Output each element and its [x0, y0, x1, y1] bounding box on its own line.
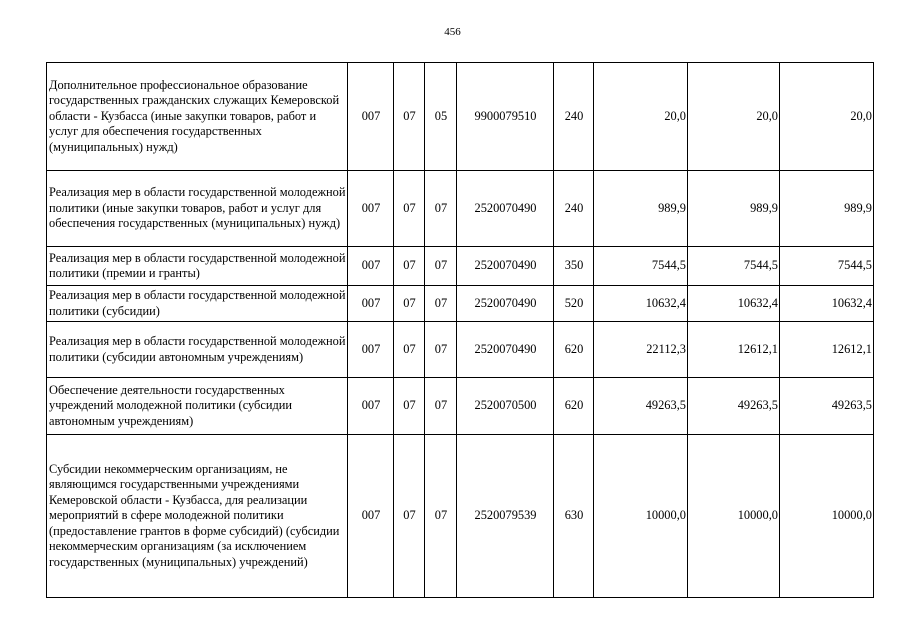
table-row — [47, 286, 874, 322]
table-row — [47, 435, 874, 598]
amount-year-2-cell: 10000,0 — [688, 435, 780, 598]
section-cell: 07 — [394, 247, 425, 286]
table-row — [47, 247, 874, 286]
amount-year-3-cell: 7544,5 — [780, 247, 874, 286]
subsection-cell: 07 — [425, 378, 457, 435]
ministry-code-cell: 007 — [348, 63, 394, 171]
expense-type-cell: 620 — [554, 322, 594, 378]
amount-year-2-cell: 10632,4 — [688, 286, 780, 322]
ministry-code-cell: 007 — [348, 286, 394, 322]
section-cell: 07 — [394, 171, 425, 247]
table-row — [47, 63, 874, 171]
amount-year-1-cell: 989,9 — [594, 171, 688, 247]
amount-year-3-cell: 10632,4 — [780, 286, 874, 322]
section-cell: 07 — [394, 286, 425, 322]
subsection-cell: 07 — [425, 322, 457, 378]
amount-year-3-cell: 10000,0 — [780, 435, 874, 598]
section-cell: 07 — [394, 322, 425, 378]
budget-table — [46, 62, 874, 598]
target-article-cell: 2520070490 — [457, 286, 554, 322]
section-cell: 07 — [394, 63, 425, 171]
expense-type-cell: 240 — [554, 63, 594, 171]
subsection-cell: 05 — [425, 63, 457, 171]
description-cell: Реализация мер в области государственной молодежной политики (иные закупки товаров, работ и услуг для обеспечения государственных (муниципальных) нужд) — [47, 171, 348, 247]
table-row — [47, 171, 874, 247]
amount-year-2-cell: 7544,5 — [688, 247, 780, 286]
amount-year-3-cell: 12612,1 — [780, 322, 874, 378]
amount-year-1-cell: 22112,3 — [594, 322, 688, 378]
page-number: 456 — [444, 26, 461, 38]
expense-type-cell: 240 — [554, 171, 594, 247]
amount-year-1-cell: 10632,4 — [594, 286, 688, 322]
description-cell: Обеспечение деятельности государственных учреждений молодежной политики (субсидии автономным учреждениям) — [47, 378, 348, 435]
amount-year-3-cell: 49263,5 — [780, 378, 874, 435]
table-row — [47, 378, 874, 435]
amount-year-1-cell: 49263,5 — [594, 378, 688, 435]
ministry-code-cell: 007 — [348, 378, 394, 435]
target-article-cell: 2520070490 — [457, 247, 554, 286]
expense-type-cell: 520 — [554, 286, 594, 322]
description-cell: Реализация мер в области государственной молодежной политики (субсидии автономным учреждениям) — [47, 322, 348, 378]
amount-year-1-cell: 20,0 — [594, 63, 688, 171]
description-cell: Реализация мер в области государственной молодежной политики (субсидии) — [47, 286, 348, 322]
expense-type-cell: 350 — [554, 247, 594, 286]
expense-type-cell: 620 — [554, 378, 594, 435]
amount-year-1-cell: 10000,0 — [594, 435, 688, 598]
expense-type-cell: 630 — [554, 435, 594, 598]
section-cell: 07 — [394, 378, 425, 435]
target-article-cell: 2520070500 — [457, 378, 554, 435]
amount-year-2-cell: 12612,1 — [688, 322, 780, 378]
description-cell: Реализация мер в области государственной молодежной политики (премии и гранты) — [47, 247, 348, 286]
subsection-cell: 07 — [425, 247, 457, 286]
amount-year-2-cell: 49263,5 — [688, 378, 780, 435]
target-article-cell: 9900079510 — [457, 63, 554, 171]
subsection-cell: 07 — [425, 171, 457, 247]
amount-year-3-cell: 989,9 — [780, 171, 874, 247]
target-article-cell: 2520070490 — [457, 322, 554, 378]
amount-year-1-cell: 7544,5 — [594, 247, 688, 286]
section-cell: 07 — [394, 435, 425, 598]
amount-year-2-cell: 20,0 — [688, 63, 780, 171]
amount-year-3-cell: 20,0 — [780, 63, 874, 171]
subsection-cell: 07 — [425, 286, 457, 322]
target-article-cell: 2520070490 — [457, 171, 554, 247]
subsection-cell: 07 — [425, 435, 457, 598]
description-cell: Субсидии некоммерческим организациям, не являющимся государственными учреждениями Кемеровской области - Кузбасса, для реализации мероприятий в сфере молодежной политики (предоставление грантов в форме субсидий) (субсидии некоммерческим организациям (за исключением государственных (муниципальных) учреждений) — [47, 435, 348, 598]
amount-year-2-cell: 989,9 — [688, 171, 780, 247]
description-cell: Дополнительное профессиональное образование государственных гражданских служащих Кемеровской области - Кузбасса (иные закупки товаров, работ и услуг для обеспечения государственных (муниципальных) нужд) — [47, 63, 348, 171]
table-row — [47, 322, 874, 378]
ministry-code-cell: 007 — [348, 322, 394, 378]
ministry-code-cell: 007 — [348, 435, 394, 598]
ministry-code-cell: 007 — [348, 171, 394, 247]
ministry-code-cell: 007 — [348, 247, 394, 286]
target-article-cell: 2520079539 — [457, 435, 554, 598]
